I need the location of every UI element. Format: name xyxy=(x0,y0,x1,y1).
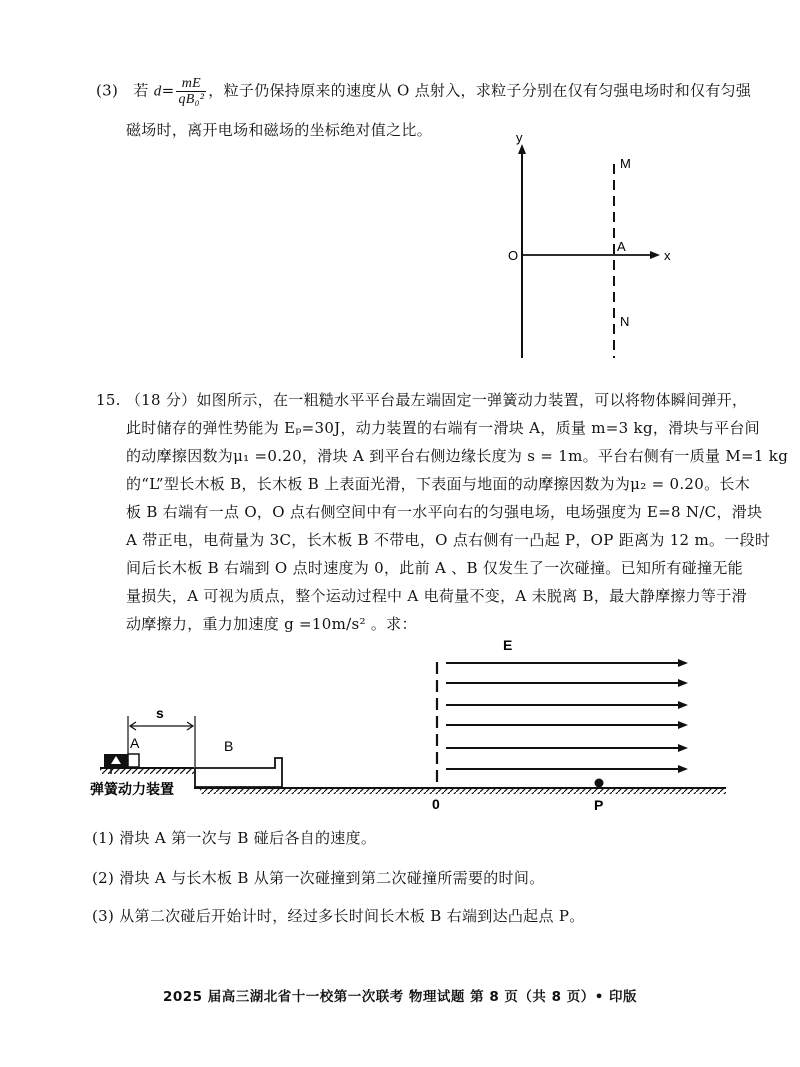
sub-question-3: (3) 从第二次碰后开始计时，经过多长时间长木板 B 右端到达凸起点 P。 xyxy=(92,907,585,925)
coordinate-diagram xyxy=(490,130,690,370)
q15-line-9: 动摩擦力，重力加速度 g =10m/s² 。求： xyxy=(126,615,417,633)
q15-line-4: 的“L”型长木板 B，长木板 B 上表面光滑，下表面与地面的动摩擦因数为为μ₂ = 0.20。长木 xyxy=(126,475,751,493)
q14-part3-line1 xyxy=(96,76,751,107)
field-arrow-icon xyxy=(678,744,688,752)
board-b xyxy=(195,758,282,787)
x-axis-arrow-icon xyxy=(650,251,660,259)
q14-part3-pre: 若 xyxy=(133,81,149,100)
field-arrow-icon xyxy=(678,701,688,709)
field-arrow-icon xyxy=(678,721,688,729)
q15-line-5: 板 B 右端有一点 O，O 点右侧空间中有一水平向右的匀强电场，电场强度为 E=8 N/C，滑块 xyxy=(126,503,763,521)
field-arrow-icon xyxy=(678,659,688,667)
mechanics-diagram xyxy=(90,630,730,815)
sub-question-1: (1) 滑块 A 第一次与 B 碰后各自的速度。 xyxy=(92,829,377,847)
q14-part3-line2: 磁场时，离开电场和磁场的坐标绝对值之比。 xyxy=(126,121,433,139)
slider-a xyxy=(128,754,139,767)
board-b-label: B xyxy=(224,738,234,754)
spring-device-label: 弹簧动力装置 xyxy=(90,781,174,797)
x-axis-label: x xyxy=(664,248,671,263)
field-arrow-icon xyxy=(678,679,688,687)
origin-label: O xyxy=(508,248,519,263)
q15-line-7: 间后长木板 B 右端到 O 点时速度为 0，此前 A 、B 仅发生了一次碰撞。已知所有碰撞无能 xyxy=(126,559,743,577)
y-axis-label: y xyxy=(516,130,523,145)
point-p-label: P xyxy=(594,797,604,813)
q14-part3-text: ，粒子仍保持原来的速度从 O 点射入，求粒子分别在仅有匀强电场时和仅有匀强 xyxy=(208,81,752,100)
q15-line-8: 量损失，A 可视为质点，整个运动过程中 A 电荷量不变，A 未脱离 B，最大静摩擦力等于滑 xyxy=(126,587,747,605)
s-label: s xyxy=(156,705,164,721)
point-n-label: N xyxy=(620,314,630,329)
point-a-label: A xyxy=(617,239,626,254)
sub-question-2: (2) 滑块 A 与长木板 B 从第一次碰撞到第二次碰撞所需要的时间。 xyxy=(92,869,545,887)
fraction-denominator: qB₀² xyxy=(178,92,205,107)
d-variable: d xyxy=(153,83,162,100)
q15-line-1: 15. （18 分）如图所示，在一粗糙水平平台最左端固定一弹簧动力装置，可以将物体瞬间弹开， xyxy=(96,391,748,409)
point-m-label: M xyxy=(620,156,631,171)
page-footer: 2025 届高三湖北省十一校第一次联考 物理试题 第 8 页（共 8 页）• 印版 xyxy=(162,989,638,1005)
field-arrow-icon xyxy=(678,765,688,773)
point-o-label: 0 xyxy=(432,796,440,812)
slider-a-label: A xyxy=(130,735,140,751)
q14-part3-number: (3) xyxy=(96,81,119,100)
equals-sign: = xyxy=(161,81,175,100)
q15-line-6: A 带正电，电荷量为 3C，长木板 B 不带电，O 点右侧有一凸起 P，OP 距离为 12 m。一段时 xyxy=(126,531,771,549)
q15-line-2: 此时储存的弹性势能为 Eₚ=30J，动力装置的右端有一滑块 A，质量 m=3 kg，滑块与平台间 xyxy=(126,419,760,437)
platform-hatch xyxy=(100,769,194,774)
field-e-label: E xyxy=(503,637,513,653)
fraction-numerator: mE xyxy=(176,76,206,92)
ground-hatch xyxy=(200,789,726,794)
electric-field-lines xyxy=(446,659,688,773)
fraction-mE-over-qB xyxy=(176,76,206,107)
bump-p xyxy=(595,779,604,788)
y-axis-arrow-icon xyxy=(518,144,526,154)
q15-line-3: 的动摩擦因数为μ₁ =0.20，滑块 A 到平台右侧边缘长度为 s = 1m。平台右侧有一质量 M=1 kg xyxy=(126,447,789,465)
